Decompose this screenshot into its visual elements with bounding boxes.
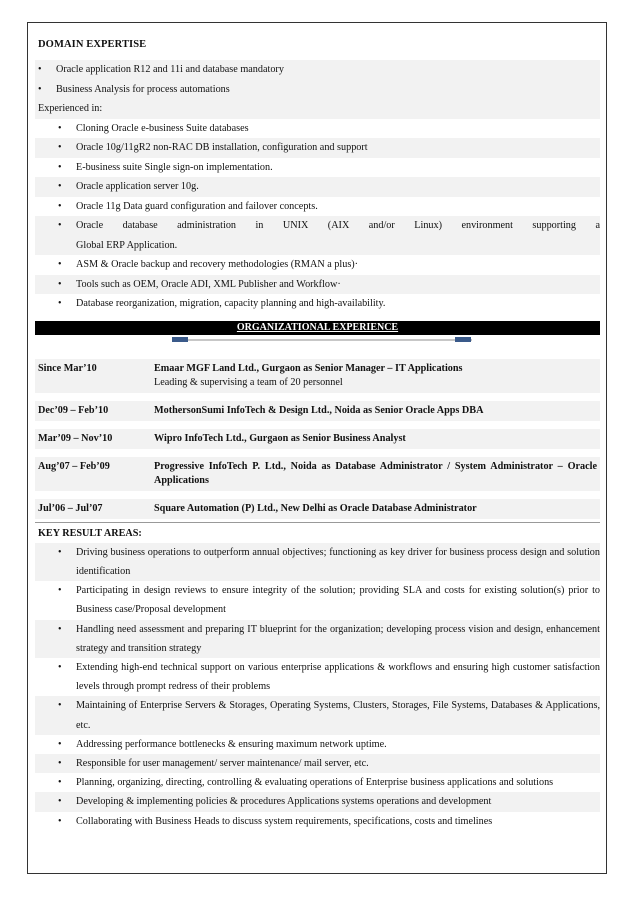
bullet-icon: • [58, 796, 62, 808]
experience-title: Progressive InfoTech P. Ltd., Noida as Database Administrator / System Administrator – Oracle Applications [154, 460, 597, 486]
bullet-icon: • [58, 298, 62, 309]
list-item: • Addressing performance bottlenecks & ensuring maximum network uptime. [35, 735, 600, 754]
bullet-icon: • [58, 546, 62, 558]
bullet-icon: • [58, 278, 62, 290]
list-item: • ASM & Oracle backup and recovery methodologies (RMAN a plus)· [35, 255, 600, 275]
list-item: • Collaborating with Business Heads to discuss system requirements, specifications, costs and timelines [35, 812, 600, 831]
bullet-icon: • [58, 200, 62, 212]
accent-line [172, 339, 472, 341]
experience-title: Emaar MGF Land Ltd., Gurgaon as Senior Manager – IT Applications [154, 362, 463, 374]
list-item: • Maintaining of Enterprise Servers & Storages, Operating Systems, Clusters, Storages, File Systems, Databases & Applications, etc. [35, 696, 600, 734]
experience-sub-list [35, 119, 600, 314]
list-item: • Oracle 10g/11gR2 non-RAC DB installation, configuration and support [35, 138, 600, 158]
list-item: • Participating in design reviews to ensure integrity of the solution; providing SLA and costs for existing solution(s) prior to Business case/Proposal development [35, 581, 600, 619]
experience-row [35, 499, 600, 519]
experience-dates: Mar’09 – Nov’10 [38, 432, 113, 444]
list-item: • Business Analysis for process automations [35, 80, 600, 100]
resume-page [27, 22, 607, 874]
bullet-icon: • [58, 815, 62, 827]
list-item: • E-business suite Single sign-on implementation. [35, 158, 600, 178]
section-heading-bar: ORGANIZATIONAL EXPERIENCE [35, 321, 600, 335]
list-item: • Cloning Oracle e-business Suite databases [35, 119, 600, 139]
bullet-icon: • [58, 259, 62, 270]
list-item: • Database reorganization, migration, capacity planning and high-availability. [35, 294, 600, 314]
experienced-in-label: Experienced in: [38, 103, 103, 114]
bullet-icon: • [58, 181, 62, 192]
accent-block [172, 337, 188, 342]
bullet-icon: • [58, 777, 62, 789]
list-item: • Oracle database administration in UNIX (AIX and/or Linux) environment supporting a Global ERP Application. [35, 216, 600, 255]
list-item: • Handling need assessment and preparing IT blueprint for the organization; developing process vision and design, enhancement strategy and transition strategy [35, 620, 600, 658]
bullet-icon: • [58, 220, 62, 231]
list-item: • Planning, organizing, directing, controlling & evaluating operations of Enterprise business applications and solutions [35, 773, 600, 792]
key-result-areas [35, 524, 600, 831]
list-item: • Tools such as OEM, Oracle ADI, XML Publisher and Workflow· [35, 275, 600, 295]
bullet-icon: • [38, 83, 42, 95]
bullet-icon: • [58, 122, 62, 134]
bullet-icon: • [58, 661, 62, 673]
experience-detail: Leading & supervising a team of 20 personnel [154, 376, 343, 388]
experience-row [35, 457, 600, 491]
bullet-icon: • [58, 585, 62, 597]
experience-row [35, 359, 600, 393]
section-divider [35, 522, 600, 523]
bullet-icon: • [58, 142, 62, 153]
list-item: • Oracle application server 10g. [35, 177, 600, 197]
experience-row [35, 401, 600, 421]
domain-expertise-heading: DOMAIN EXPERTISE [38, 39, 147, 50]
list-item: • Extending high-end technical support on various enterprise applications & workflows and ensuring high customer satisfaction levels through prompt redress of their problems [35, 658, 600, 696]
experience-row [35, 429, 600, 449]
list-item: • Developing & implementing policies & procedures Applications systems operations and development [35, 792, 600, 811]
bullet-icon: • [58, 757, 62, 769]
accent-block [455, 337, 471, 342]
bullet-icon: • [58, 700, 62, 712]
bullet-icon: • [38, 64, 42, 75]
kra-heading: KEY RESULT AREAS: [38, 527, 142, 539]
domain-list [35, 60, 600, 119]
experience-dates: Jul’06 – Jul’07 [38, 502, 103, 514]
page-content [35, 23, 600, 831]
experience-title: MothersonSumi InfoTech & Design Ltd., Noida as Senior Oracle Apps DBA [154, 404, 484, 416]
bullet-icon: • [58, 623, 62, 635]
experience-dates: Dec’09 – Feb’10 [38, 404, 109, 416]
experience-dates: Since Mar’10 [38, 362, 97, 374]
bullet-icon: • [58, 738, 62, 750]
list-item: • Driving business operations to outperform annual objectives; functioning as key driver for business process design and solution identification [35, 543, 600, 581]
heading-accent-decoration [35, 337, 600, 343]
experience-table [35, 359, 600, 519]
list-item: • Responsible for user management/ server maintenance/ mail server, etc. [35, 754, 600, 773]
bullet-icon: • [58, 161, 62, 173]
experience-title: Square Automation (P) Ltd., New Delhi as Oracle Database Administrator [154, 502, 477, 514]
list-item: • Oracle 11g Data guard configuration and failover concepts. [35, 197, 600, 217]
experience-dates: Aug’07 – Feb’09 [38, 460, 110, 472]
experience-title: Wipro InfoTech Ltd., Gurgaon as Senior Business Analyst [154, 432, 406, 444]
list-item: • Oracle application R12 and 11i and database mandatory [35, 60, 600, 80]
